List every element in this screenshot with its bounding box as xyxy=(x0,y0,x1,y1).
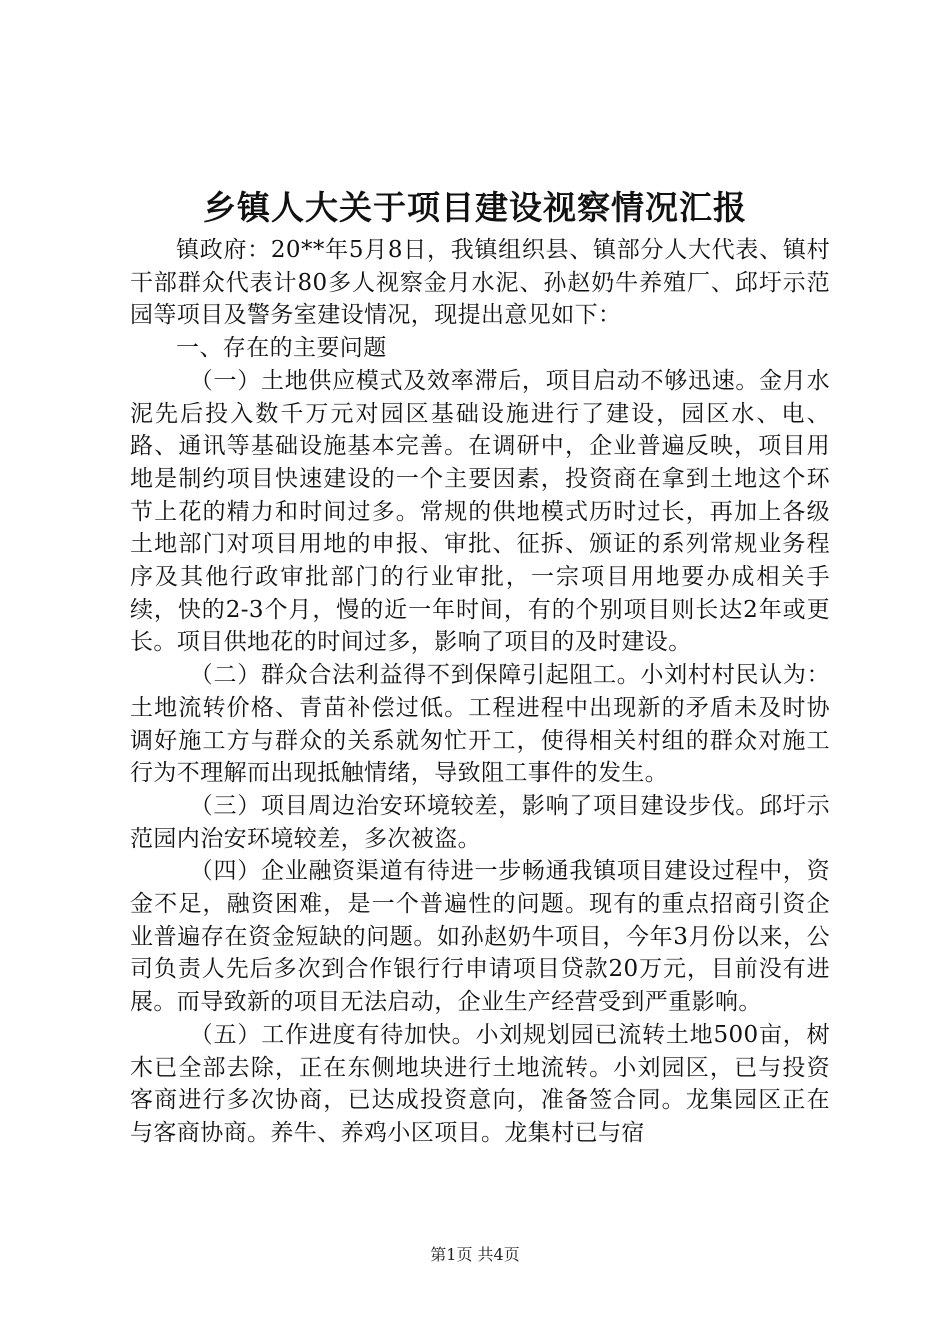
document-body xyxy=(130,234,830,1150)
issue-paragraph-1: （一）土地供应模式及效率滞后，项目启动不够迅速。金月水泥先后投入数千万元对园区基础设施进行了建设，园区水、电、路、通讯等基础设施基本完善。在调研中，企业普遍反映，项目用地是制约项目快速建设的一个主要因素，投资商在拿到土地这个环节上花的精力和时间过多。常规的供地模式历时过长，再加上各级土地部门对项目用地的申报、审批、征拆、颁证的系列常规业务程序及其他行政审批部门的行业审批，一宗项目用地要办成相关手续，快的2-3个月，慢的近一年时间，有的个别项目则长达2年或更长。项目供地花的时间过多，影响了项目的及时建设。 xyxy=(130,367,830,656)
issue-paragraph-4: （四）企业融资渠道有待进一步畅通我镇项目建设过程中，资金不足，融资困难，是一个普遍性的问题。现有的重点招商引资企业普遍存在资金短缺的问题。如孙赵奶牛项目，今年3月份以来，公司负责人先后多次到合作银行行申请项目贷款20万元，目前没有进展。而导致新的项目无法启动，企业生产经营受到严重影响。 xyxy=(130,858,830,1016)
issue-paragraph-3: （三）项目周边治安环境较差，影响了项目建设步伐。邱圩示范园内治安环境较差，多次被盗。 xyxy=(130,792,830,852)
document-title: 乡镇人大关于项目建设视察情况汇报 xyxy=(203,188,747,227)
opening-paragraph: 镇政府：20**年5月8日，我镇组织县、镇部分人大代表、镇村干部群众代表计80多人视察金月水泥、孙赵奶牛养殖厂、邱圩示范园等项目及警务室建设情况，现提出意见如下： xyxy=(130,237,830,329)
issue-paragraph-5: （五）工作进度有待加快。小刘规划园已流转土地500亩，树木已全部去除，正在东侧地块进行土地流转。小刘园区，已与投资客商进行多次协商，已达成投资意向，准备签合同。龙集园区正在与客商协商。养牛、养鸡小区项目。龙集村已与宿 xyxy=(130,1021,830,1146)
page-number-footer: 第1页 共4页 xyxy=(430,1245,520,1264)
issue-paragraph-2: （二）群众合法利益得不到保障引起阻工。小刘村村民认为：土地流转价格、青苗补偿过低。工程进程中出现新的矛盾未及时协调好施工方与群众的关系就匆忙开工，使得相关村组的群众对施工行为不理解而出现抵触情绪，导致阻工事件的发生。 xyxy=(130,662,830,787)
section-heading: 一、存在的主要问题 xyxy=(176,335,387,362)
